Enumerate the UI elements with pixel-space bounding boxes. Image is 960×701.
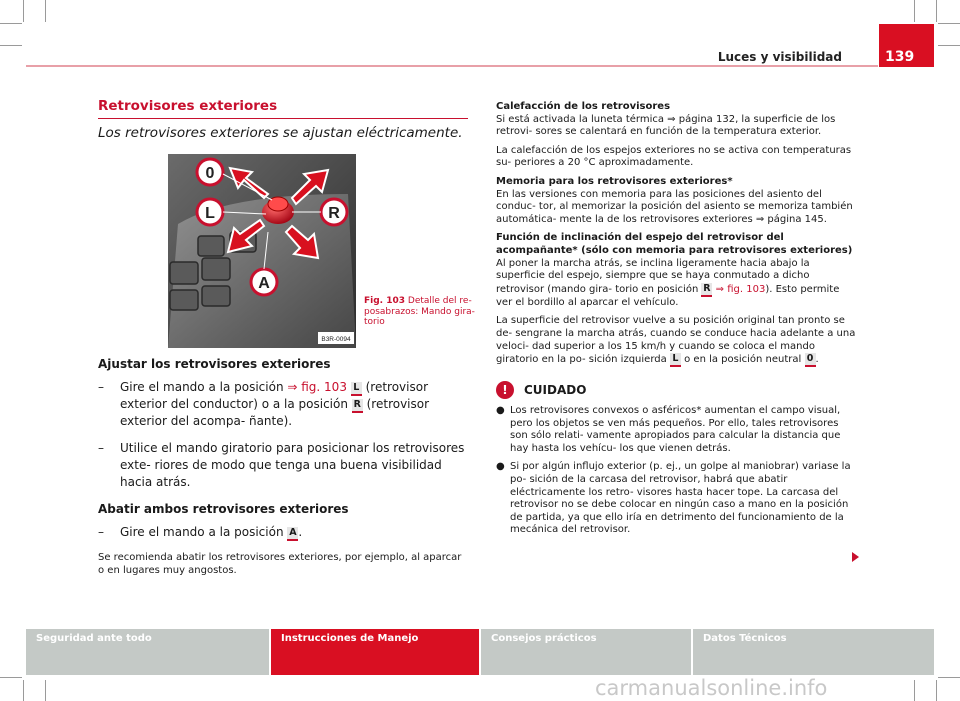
dash-bullet: – <box>98 525 104 539</box>
crop-mark <box>45 680 46 701</box>
caution-title: CUIDADO <box>524 382 587 397</box>
figure-code: B3R-0094 <box>321 336 351 343</box>
tab-seguridad[interactable]: Seguridad ante todo <box>26 629 269 675</box>
dash-bullet: – <box>98 380 104 394</box>
dash-bullet: – <box>98 441 104 455</box>
tab-instrucciones[interactable]: Instrucciones de Manejo <box>271 629 479 675</box>
left-column <box>98 356 470 577</box>
crop-mark <box>0 45 22 46</box>
caution-item: ● Los retrovisores convexos o asféricos* aumentan el campo visual, pero los objetos se ven más pequeños. Por ello, tales retrovisores son sólo relati- vamente apropiados para calcular la distancia que hay hasta los vehícu- los que vienen detrás. <box>496 405 841 454</box>
paragraph: Al poner la marcha atrás, se inclina ligeramente hacia abajo la superficie del espejo, siempre que se haya conmutado a dicho retrovisor (mando gira- torio en posición R ⇒ fig. 103). Esto permite ver el bordillo al aparcar el vehículo. <box>496 257 840 308</box>
crop-mark <box>936 680 937 701</box>
bullet-dot: ● <box>496 405 505 417</box>
crop-mark <box>0 677 22 678</box>
crop-mark <box>938 23 960 24</box>
crop-mark <box>938 677 960 678</box>
crop-mark <box>938 45 960 46</box>
list-item: – Utilice el mando giratorio para posicionar los retrovisores exte- riores de modo que tenga una buena visibilidad hacia atrás. <box>98 441 465 489</box>
tab-datos[interactable]: Datos Técnicos <box>693 629 934 675</box>
right-column <box>496 101 856 543</box>
caution-icon: ! <box>496 381 514 399</box>
label-r: R <box>328 205 340 222</box>
figure-link[interactable]: ⇒ fig. 103 <box>287 380 347 394</box>
bullet-dot: ● <box>496 461 505 473</box>
key-r: R <box>352 399 363 413</box>
watermark: carmanualsonline.info <box>595 676 828 700</box>
paragraph: En las versiones con memoria para las posiciones del asiento del conduc- tor, al memorizar la posición del asiento se memoriza también automática- mente la de los retrovisores exteriores ⇒ página 145. <box>496 188 853 225</box>
crop-mark <box>914 0 915 22</box>
key-r: R <box>701 283 712 297</box>
continue-arrow-icon <box>852 552 859 562</box>
label-0: 0 <box>205 165 215 182</box>
key-l: L <box>351 382 362 396</box>
header-rule <box>26 65 878 67</box>
heading-memory: Memoria para los retrovisores exteriores* <box>496 175 733 187</box>
tab-consejos[interactable]: Consejos prácticos <box>481 629 691 675</box>
paragraph: La superficie del retrovisor vuelve a su posición original tan pronto se de- sengrane la marcha atrás, cuando se conduce hacia adelante a una veloci- dad superior a los 15 km/h y cuando se coloca el mando giratorio en la po- sición izquierda L o en la posición neutral 0 . <box>496 315 856 366</box>
subheading-adjust: Ajustar los retrovisores exteriores <box>98 357 331 371</box>
page-number: 139 <box>879 24 934 67</box>
key-0: 0 <box>805 353 816 367</box>
label-l: L <box>205 205 215 222</box>
figure-link[interactable]: ⇒ fig. 103 <box>715 283 766 295</box>
crop-mark <box>936 0 937 22</box>
key-a: A <box>287 527 298 541</box>
section-rule <box>98 118 468 119</box>
crop-mark <box>914 680 915 701</box>
paragraph: Si está activada la luneta térmica ⇒ página 132, la superficie de los retrovi- sores se calentará en función de la temperatura exterior. <box>496 113 836 138</box>
figure-caption-text: Detalle del re- posabrazos: Mando gira- torio <box>364 296 475 327</box>
paragraph: La calefacción de los espejos exteriores no se activa con temperaturas su- periores a 20 °C aproximadamente. <box>496 144 852 169</box>
subheading-fold: Abatir ambos retrovisores exteriores <box>98 502 349 516</box>
list-item: – Gire el mando a la posición A . <box>98 525 303 539</box>
section-title: Retrovisores exteriores <box>98 98 278 114</box>
crop-mark <box>23 680 24 701</box>
key-l: L <box>670 353 681 367</box>
heading-tilt: Función de inclinación del espejo del retrovisor del acompañante* (sólo con memoria para retrovisores exteriores) <box>496 232 853 256</box>
list-item: – Gire el mando a la posición ⇒ fig. 103 L (retrovisor exterior del conductor) o a la posición R (retrovisor exterior del acompa- ñante). <box>98 380 430 428</box>
section-lead: Los retrovisores exteriores se ajustan eléctricamente. <box>98 125 463 141</box>
note-paragraph: Se recomienda abatir los retrovisores exteriores, por ejemplo, al aparcar o en lugares muy angostos. <box>98 552 462 576</box>
caution-item: ● Si por algún influjo exterior (p. ej., un golpe al maniobrar) variase la po- sición de la carcasa del retrovisor, habrá que abatir eléctricamente los retro- visores hasta hacer tope. La carcasa del retrovisor no se debe colocar en ningún caso a mano en la posición de partida, ya que ello iría en detrimento del funcionamiento de la mecánica del retrovisor. <box>496 461 851 536</box>
heading-heating: Calefacción de los retrovisores <box>496 101 671 112</box>
figure-caption-number: Fig. 103 <box>364 296 406 306</box>
armrest-illustration <box>168 154 356 348</box>
figure-caption <box>364 296 476 328</box>
crop-mark <box>23 0 24 22</box>
crop-mark <box>45 0 46 22</box>
crop-mark <box>0 23 22 24</box>
running-header: Luces y visibilidad <box>717 50 842 64</box>
figure-mirror-control <box>168 154 356 348</box>
label-a: A <box>258 275 270 292</box>
caution-header <box>496 381 856 399</box>
